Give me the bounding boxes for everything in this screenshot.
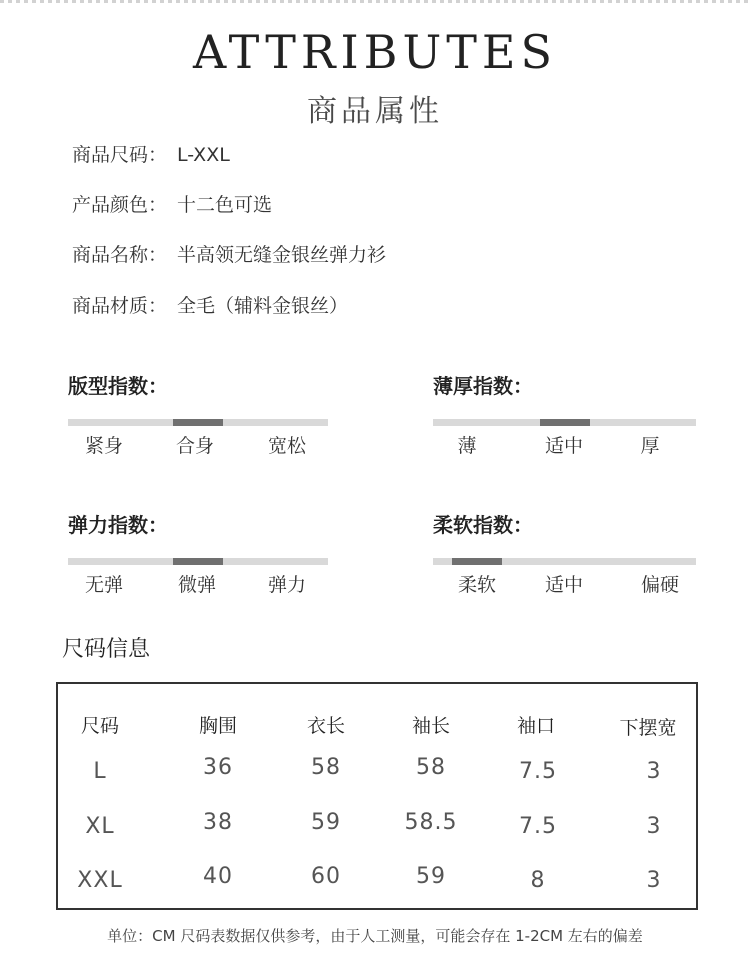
elasticity-option-stretch: 弹力 xyxy=(267,574,307,596)
table-header-size: 尺码 xyxy=(80,715,120,737)
table-cell-hem-width: 3 xyxy=(646,814,662,839)
attribute-label: 商品尺码： xyxy=(72,144,168,166)
measurement-note: 单位：CM 尺码表数据仅供参考，由于人工测量，可能会存在 1-2CM 左右的偏差 xyxy=(107,927,643,945)
table-cell-chest: 36 xyxy=(203,755,233,780)
table-cell-size: XL xyxy=(85,814,115,839)
table-cell-length: 59 xyxy=(311,810,341,835)
table-cell-chest: 40 xyxy=(203,864,233,889)
softness-index-bar xyxy=(433,558,696,565)
attribute-label: 商品名称： xyxy=(72,244,168,266)
attribute-label: 商品材质： xyxy=(72,295,168,317)
thickness-option-medium: 适中 xyxy=(544,435,584,457)
thickness-index-bar xyxy=(433,419,696,426)
softness-option-firm: 偏硬 xyxy=(640,574,680,596)
table-header-hem-width: 下摆宽 xyxy=(619,717,677,739)
elasticity-index-bar xyxy=(68,558,328,565)
attribute-value: L-XXL xyxy=(177,144,230,166)
top-dashed-divider xyxy=(0,0,750,3)
table-header-chest: 胸围 xyxy=(198,715,238,737)
table-cell-sleeve-length: 58.5 xyxy=(404,810,458,835)
elasticity-index-selected-segment xyxy=(173,558,223,565)
thickness-index-selected-segment xyxy=(540,419,590,426)
softness-option-soft: 柔软 xyxy=(457,574,497,596)
attribute-material xyxy=(72,294,348,318)
fit-option-regular: 合身 xyxy=(175,435,215,457)
table-cell-cuff: 7.5 xyxy=(519,759,557,784)
table-cell-chest: 38 xyxy=(203,810,233,835)
attribute-value: 十二色可选 xyxy=(177,194,273,216)
fit-option-tight: 紧身 xyxy=(84,435,124,457)
table-header-cuff: 袖口 xyxy=(516,715,556,737)
table-cell-hem-width: 3 xyxy=(646,759,662,784)
attribute-value: 半高领无缝金银丝弹力衫 xyxy=(177,244,387,266)
attribute-size xyxy=(72,143,230,167)
table-cell-length: 58 xyxy=(311,755,341,780)
table-cell-cuff: 7.5 xyxy=(519,814,557,839)
attribute-label: 产品颜色： xyxy=(72,194,168,216)
thickness-index-title: 薄厚指数： xyxy=(433,374,533,398)
softness-option-medium: 适中 xyxy=(544,574,584,596)
size-info-title: 尺码信息 xyxy=(62,637,151,662)
attribute-color xyxy=(72,193,272,217)
elasticity-index-title: 弹力指数： xyxy=(68,513,168,537)
table-header-length: 衣长 xyxy=(306,715,346,737)
table-cell-sleeve-length: 58 xyxy=(416,755,446,780)
elasticity-option-none: 无弹 xyxy=(84,574,124,596)
thickness-option-thin: 薄 xyxy=(457,435,477,457)
attribute-name xyxy=(72,243,386,267)
table-cell-hem-width: 3 xyxy=(646,868,662,893)
table-cell-sleeve-length: 59 xyxy=(416,864,446,889)
fit-option-loose: 宽松 xyxy=(267,435,307,457)
softness-index-title: 柔软指数： xyxy=(433,513,533,537)
elasticity-option-slight: 微弹 xyxy=(177,574,217,596)
size-table xyxy=(56,682,698,910)
table-cell-length: 60 xyxy=(311,864,341,889)
table-cell-cuff: 8 xyxy=(530,868,546,893)
attribute-value: 全毛（辅料金银丝） xyxy=(177,295,349,317)
thickness-option-thick: 厚 xyxy=(640,435,660,457)
page-title-english: ATTRIBUTES xyxy=(192,25,558,79)
fit-index-selected-segment xyxy=(173,419,223,426)
table-cell-size: XXL xyxy=(77,868,123,893)
table-header-sleeve-length: 袖长 xyxy=(411,715,451,737)
softness-index-selected-segment xyxy=(452,558,502,565)
table-cell-size: L xyxy=(93,759,107,784)
fit-index-title: 版型指数： xyxy=(68,374,168,398)
fit-index-bar xyxy=(68,419,328,426)
page-title-chinese: 商品属性 xyxy=(307,94,443,129)
